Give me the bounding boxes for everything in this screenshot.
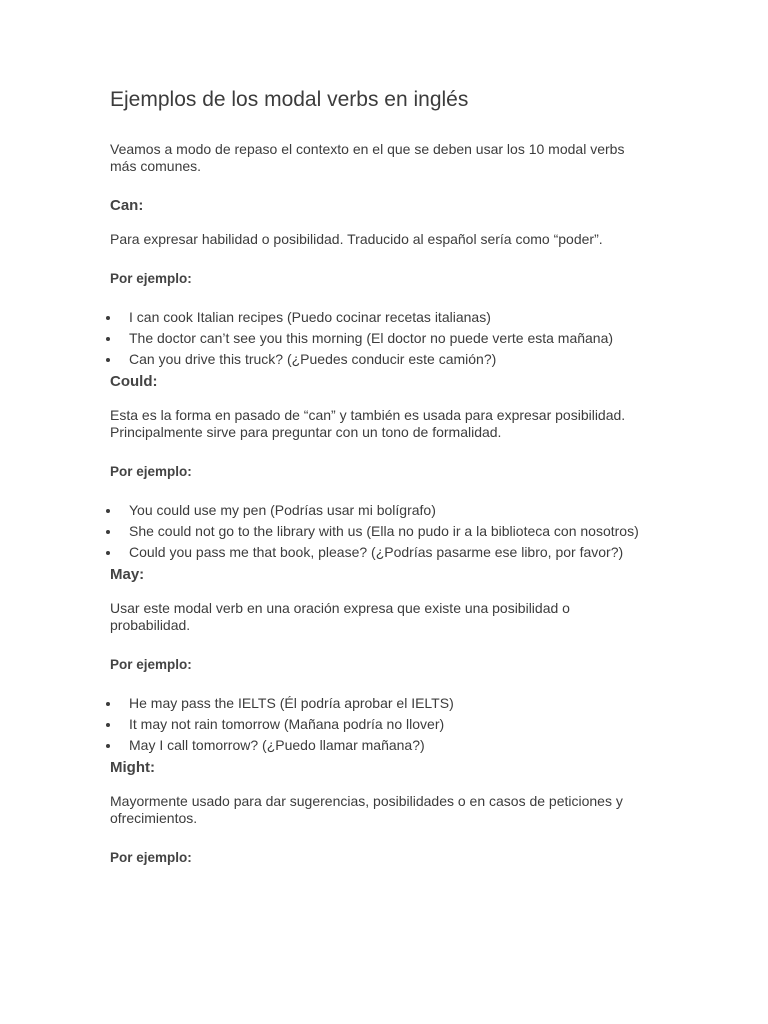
example-label: Por ejemplo: [110, 464, 192, 479]
section-can [110, 196, 650, 368]
list-item [110, 737, 650, 754]
bullet-icon [106, 316, 110, 320]
document-page [110, 86, 650, 888]
example-text: Could you pass me that book, please? (¿Podrías pasarme ese libro, por favor?) [129, 544, 624, 560]
example-list [110, 502, 650, 561]
list-item [110, 716, 650, 733]
example-label: Por ejemplo: [110, 657, 192, 672]
bullet-icon [106, 702, 110, 706]
list-item [110, 351, 650, 368]
section-could [110, 372, 650, 561]
bullet-icon [106, 551, 110, 555]
example-text: The doctor can’t see you this morning (El doctor no puede verte esta mañana) [129, 330, 614, 346]
bullet-icon [106, 530, 110, 534]
list-item [110, 695, 650, 712]
list-item [110, 523, 650, 540]
list-item [110, 544, 650, 561]
section-description: Para expresar habilidad o posibilidad. Traducido al español sería como “poder”. [110, 231, 603, 247]
example-list [110, 309, 650, 368]
bullet-icon [106, 744, 110, 748]
bullet-icon [106, 337, 110, 341]
example-text: I can cook Italian recipes (Puedo cocinar recetas italianas) [129, 309, 491, 325]
example-list [110, 695, 650, 754]
intro-paragraph: Veamos a modo de repaso el contexto en el que se deben usar los 10 modal verbs más comunes. [110, 141, 625, 174]
example-label: Por ejemplo: [110, 850, 192, 865]
bullet-icon [106, 509, 110, 513]
example-text: It may not rain tomorrow (Mañana podría no llover) [129, 716, 445, 732]
example-text: She could not go to the library with us (Ella no pudo ir a la biblioteca con nosotros) [129, 523, 639, 539]
section-description: Usar este modal verb en una oración expresa que existe una posibilidad o probabilidad. [110, 600, 570, 633]
list-item [110, 502, 650, 519]
example-label: Por ejemplo: [110, 271, 192, 286]
section-heading: Can: [110, 197, 144, 214]
section-may [110, 565, 650, 754]
section-heading: May: [110, 566, 145, 583]
page-title: Ejemplos de los modal verbs en inglés [110, 88, 469, 111]
example-text: You could use my pen (Podrías usar mi bolígrafo) [129, 502, 436, 518]
section-description: Mayormente usado para dar sugerencias, posibilidades o en casos de peticiones y ofrecimientos. [110, 793, 623, 826]
example-text: Can you drive this truck? (¿Puedes conducir este camión?) [129, 351, 497, 367]
list-item [110, 309, 650, 326]
section-description: Esta es la forma en pasado de “can” y también es usada para expresar posibilidad. Principalmente sirve para preguntar con un tono de formalidad. [110, 407, 626, 440]
example-text: May I call tomorrow? (¿Puedo llamar mañana?) [129, 737, 425, 753]
example-text: He may pass the IELTS (Él podría aprobar el IELTS) [129, 695, 454, 711]
section-heading: Might: [110, 759, 155, 776]
bullet-icon [106, 358, 110, 362]
section-might [110, 758, 650, 867]
bullet-icon [106, 723, 110, 727]
section-heading: Could: [110, 373, 158, 390]
list-item [110, 330, 650, 347]
